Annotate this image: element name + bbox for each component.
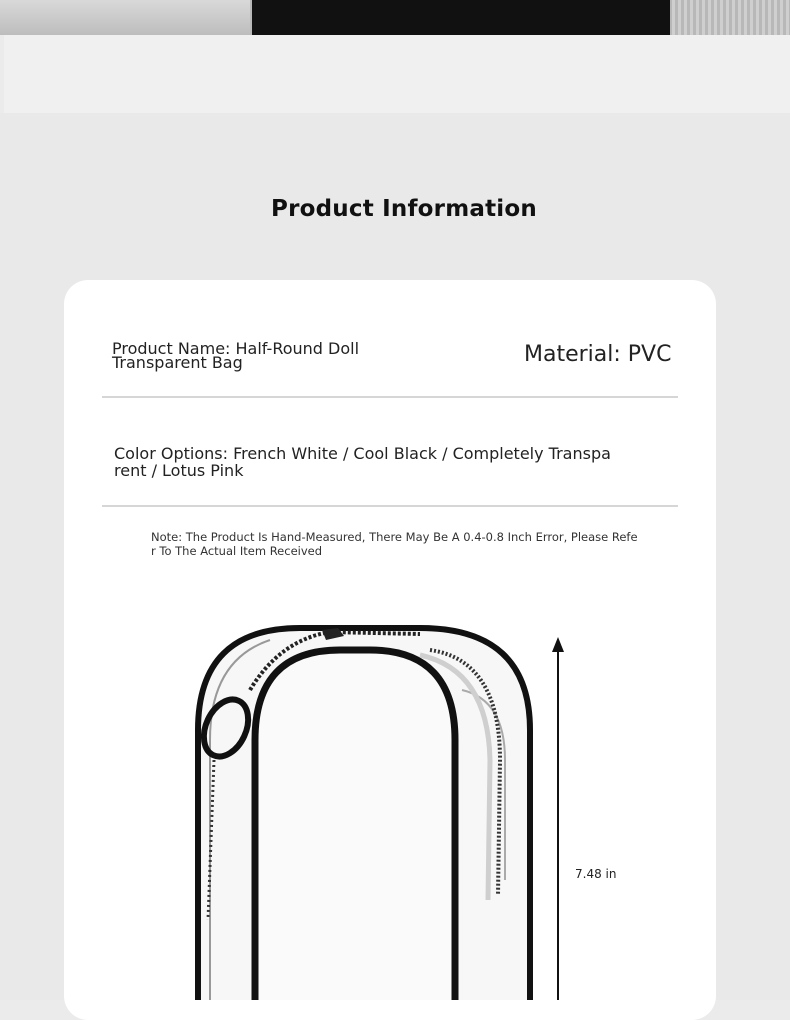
- section-title: Product Information: [271, 196, 537, 222]
- dimension-arrowhead: [552, 637, 564, 652]
- measurement-note: Note: The Product Is Hand-Measured, There May Be A 0.4-0.8 Inch Error, Please Refer To The Actual Item Received: [151, 530, 638, 558]
- bag-front-panel: [255, 650, 455, 1000]
- material-label: Material: PVC: [524, 342, 672, 367]
- height-dimension-label: 7.48 in: [575, 867, 617, 881]
- color-options: Color Options: French White / Cool Black / Completely Transparent / Lotus Pink: [114, 444, 611, 480]
- product-name: Product Name: Half-Round Doll Transparent Bag: [112, 339, 360, 372]
